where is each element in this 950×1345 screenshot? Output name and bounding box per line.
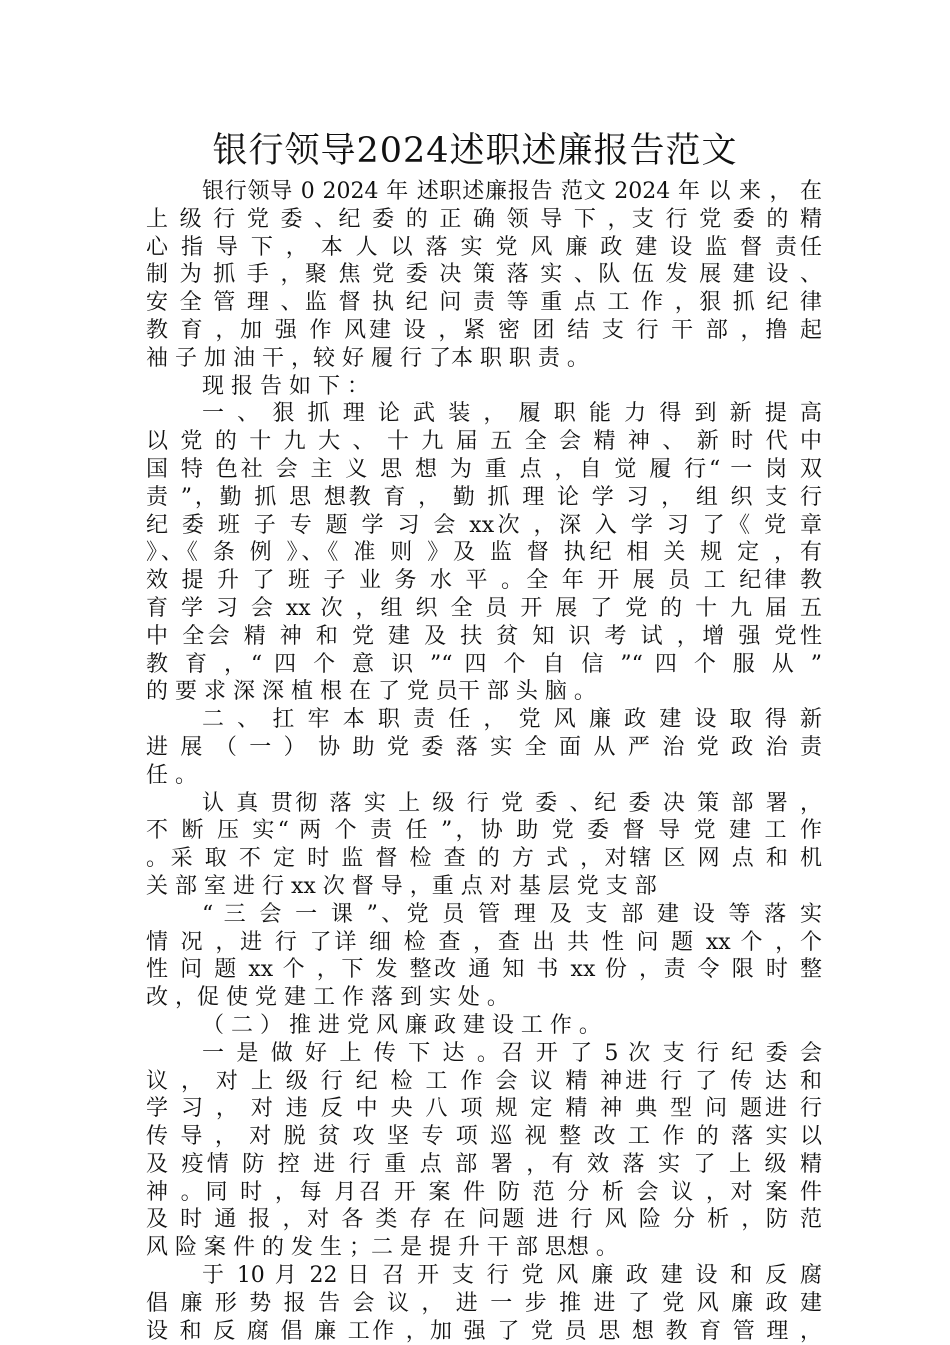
text-line: 神 。同 时 ，每 月召 开 案 件 防 范 分 析 会 议 ，对 案 件 xyxy=(146,1179,822,1205)
text-line: 一 是 做 好 上 传 下 达 。召 开 了 5 次 支 行 纪 委 会 xyxy=(202,1040,822,1066)
text-line: 纪 委 班 子 专 题 学 习 会 xx次 ，深 入 学 习 了《 党 章 xyxy=(146,512,822,538)
text-line: 认 真 贯彻 落 实 上 级 行 党 委 、纪 委 决 策 部 署 ， xyxy=(202,790,822,816)
text-line: 以 党 的 十 九 大 、 十 九 届 五 全 会 精 神 、 新 时 代 中 xyxy=(146,429,822,455)
text-line: 改 ，促 使 党 建 工 作 落 到 实 处 。 xyxy=(146,985,509,1011)
text-line: 教 育 ，加 强 作 风建 设 ，紧 密 团 结 支 行 干 部 ，撸 起 xyxy=(146,317,822,343)
text-line: 安 全 管 理 、监 督 执 纪 问 责 等 重 点 工 作 ，狠 抓 纪 律 xyxy=(146,290,822,316)
text-line: 性 问 题 xx 个 ，下 发 整改 通 知 书 xx 份 ，责 令 限 时 整 xyxy=(146,957,822,983)
text-line: 袖 子 加 油 干 ，较 好 履 行 了本 职 职 责 。 xyxy=(146,345,589,371)
text-line: 传 导 ， 对 脱 贫 攻 坚 专 项 巡 视 整 改 工 作 的 落 实 以 xyxy=(146,1124,822,1150)
text-line: 议 ， 对 上 级 行 纪 检 工 作 会 议 精 神进 行 了 传 达 和 xyxy=(146,1068,822,1094)
text-line: 及 时 通 报 ，对 各 类 存 在 问题 进 行 风 险 分 析 ，防 范 xyxy=(146,1207,822,1233)
text-line: 不 断 压 实“ 两 个 责 任 ”，协 助 党 委 督 导 党 建 工 作 xyxy=(146,818,822,844)
text-line: 设 和 反 腐 倡 廉 工作 ，加 强 了 党 员 思 想 教 育 管 理 ， xyxy=(146,1318,822,1344)
text-line: 制 为 抓 手 ，聚 焦 党 委 决 策 落 实 、队 伍 发 展 建 设 、 xyxy=(146,262,822,288)
text-line: 及 疫情 防 控 进 行 重 点 部 署 ，有 效 落 实 了 上 级 精 xyxy=(146,1151,822,1177)
text-line: 心 指 导 下 ， 本 人 以 落 实 党 风 廉 政 建 设 监 督 责任 xyxy=(146,234,822,260)
text-line: 》、《 条 例 》、《 准 则 》及 监 督 执纪 相 关 规 定 ，有 xyxy=(146,540,822,566)
text-line: 任 。 xyxy=(146,762,197,788)
text-line: 的 要 求 深 深 植 根 在 了 党 员干 部 头 脑 。 xyxy=(146,679,596,705)
text-line: 银行领导 0 2024 年 述职述廉报告 范文 2024 年 以 来 ， 在 xyxy=(202,179,822,204)
text-line: 进 展 （ 一 ） 协 助 党 委 落 实 全 面 从 严 治 党 政 治 责 xyxy=(146,734,822,760)
text-line: 国 特 色社 会 主 义 思 想 为 重 点 ，自 觉 履 行“ 一 岗 双 xyxy=(146,456,822,482)
text-line: （ 二 ） 推 进 党 风 廉 政 建 设 工 作 。 xyxy=(202,1012,601,1038)
text-line: 倡 廉 形 势 报 告 会 议 ， 进 一 步 推 进 了 党 风 廉 政 建 xyxy=(146,1290,822,1316)
document-title: 银行领导2024述职述廉报告范文 xyxy=(212,131,738,171)
text-line: 教 育 ，“ 四 个 意 识 ”“ 四 个 自 信 ”“ 四 个 服 从 ” xyxy=(146,651,822,677)
text-line: 二 、 扛 牢 本 职 责 任 ， 党 风 廉 政 建 设 取 得 新 xyxy=(202,707,822,733)
text-line: 。采 取 不 定 时 监 督 检 查 的 方 式 ，对辖 区 网 点 和 机 xyxy=(146,846,822,872)
text-line: 育 学 习 会 xx 次 ，组 织 全 员 开 展 了 党 的 十 九 届 五 xyxy=(146,595,822,621)
text-line: 情 况 ，进 行 了详 细 检 查 ，查 出 共 性 问 题 xx 个 ，个 xyxy=(146,929,822,955)
text-line: 上 级 行 党 委 、纪 委 的 正 确 领 导 下 ，支 行 党 委 的 精 xyxy=(146,206,822,232)
text-line: 学 习 ， 对 违 反 中 央 八 项 规 定 精 神 典 型 问 题进 行 xyxy=(146,1096,822,1122)
text-line: 关 部 室 进 行 xx 次 督 导 ，重 点 对 基 层 党 支 部 xyxy=(146,873,657,899)
document-body xyxy=(146,178,822,1345)
text-line: 责 ”，勤 抓 思 想教 育 ， 勤 抓 理 论 学 习 ， 组 织 支 行 xyxy=(146,484,822,510)
text-line: “ 三 会 一 课 ”、党 员 管 理 及 支 部 建 设 等 落 实 xyxy=(202,901,822,927)
text-line: 中 全会 精 神 和 党 建 及 扶 贫 知 识 考 试 ，增 强 党性 xyxy=(146,623,822,649)
text-line: 一 、 狠 抓 理 论 武 装 ， 履 职 能 力 得 到 新 提 高 xyxy=(202,401,822,427)
text-line: 风 险 案 件 的 发 生 ；二 是 提 升 干 部 思想 。 xyxy=(146,1235,618,1261)
text-line: 现 报 告 如 下 ： xyxy=(202,373,369,399)
text-line: 效 提 升 了 班 子 业 务 水 平 。全 年 开 展 员 工 纪律 教 xyxy=(146,568,822,594)
text-line: 于 10 月 22 日 召 开 支 行 党 风 廉 政 建 设 和 反 腐 xyxy=(202,1263,822,1289)
